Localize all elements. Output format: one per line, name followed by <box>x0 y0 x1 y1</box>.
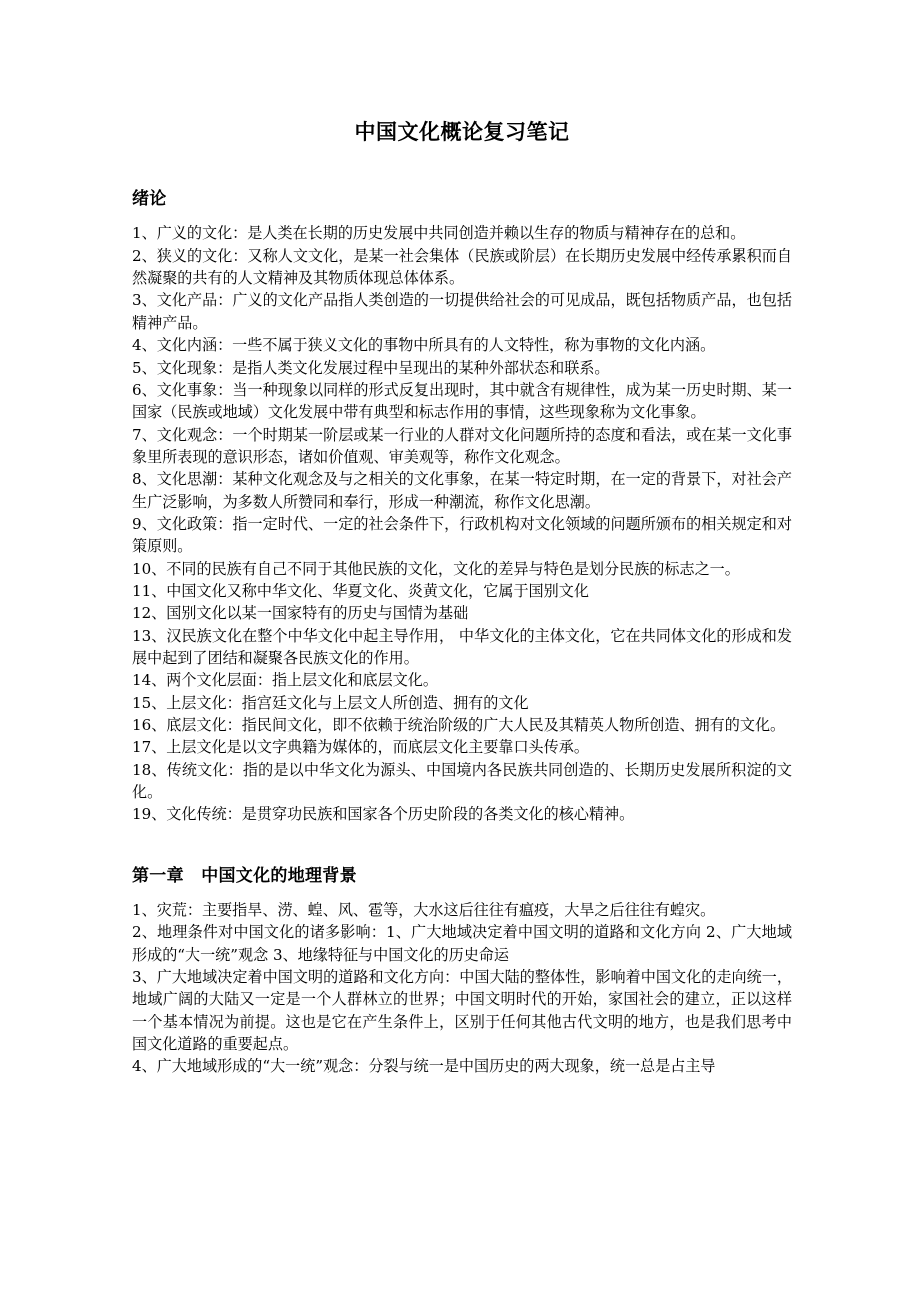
paragraph-item: 1、灾荒：主要指旱、涝、蝗、风、雹等，大水这后往往有瘟疫，大旱之后往往有蝗灾。 <box>132 900 716 919</box>
paragraph-item: 7、文化观念：一个时期某一阶层或某一行业的人群对文化问题所持的态度和看法，或在某一文化事象里所表现的意识形态，诸如价值观、审美观等，称作文化观念。 <box>132 425 792 466</box>
paragraph-item: 2、地理条件对中国文化的诸多影响：1、广大地域决定着中国文明的道路和文化方向 2、广大地域形成的“大一统”观念 3、地缘特征与中国文化的历史命运 <box>132 923 792 964</box>
paragraph-item: 17、上层文化是以文字典籍为媒体的，而底层文化主要靠口头传承。 <box>132 738 589 757</box>
paragraph-item: 4、广大地域形成的“大一统”观念：分裂与统一是中国历史的两大现象，统一总是占主导 <box>132 1057 716 1076</box>
page-content <box>132 0 792 1078</box>
paragraph-item: 4、文化内涵：一些不属于狭义文化的事物中所具有的人文特性，称为事物的文化内涵。 <box>132 336 716 355</box>
paragraph-item: 1、广义的文化：是人类在长期的历史发展中共同创造并赖以生存的物质与精神存在的总和。 <box>132 224 746 243</box>
paragraph-item: 2、狭义的文化：又称人文文化，是某一社会集体（民族或阶层）在长期历史发展中经传承累积而自然凝聚的共有的人文精神及其物质体现总体体系。 <box>132 246 792 288</box>
paragraph-item: 10、不同的民族有自己不同于其他民族的文化，文化的差异与特色是划分民族的标志之一。 <box>132 559 740 578</box>
paragraph-item: 14、两个文化层面：指上层文化和底层文化。 <box>132 671 438 690</box>
paragraph-item: 3、文化产品：广义的文化产品指人类创造的一切提供给社会的可见成品，既包括物质产品，也包括精神产品。 <box>132 291 792 332</box>
paragraph-item: 12、国别文化以某一国家特有的历史与国情为基础 <box>132 604 469 623</box>
paragraph-item: 16、底层文化：指民间文化，即不依赖于统治阶级的广大人民及其精英人物所创造、拥有的文化。 <box>132 716 786 734</box>
paragraph-item: 3、广大地域决定着中国文明的道路和文化方向：中国大陆的整体性，影响着中国文化的走向统一，地域广阔的大陆又一定是一个人群林立的世界；中国文明时代的开始，家国社会的建立，正以这样一个基本情况为前提。这也是它在产生条件上，区别于任何其他古代文明的地方，也是我们思考中国文化道路的重要起点。 <box>132 968 792 1054</box>
page-title: 中国文化概论复习笔记 <box>354 120 570 144</box>
section-heading-introduction: 绪论 <box>132 189 167 210</box>
paragraph-item: 5、文化现象：是指人类文化发展过程中呈现出的某种外部状态和联系。 <box>132 358 610 377</box>
paragraph-item: 9、文化政策：指一定时代、一定的社会条件下，行政机构对文化领域的问题所颁布的相关规定和对策原则。 <box>132 514 792 556</box>
paragraph-item: 6、文化事象：当一种现象以同样的形式反复出现时，其中就含有规律性，成为某一历史时期、某一国家（民族或地域）文化发展中带有典型和标志作用的事情，这些现象称为文化事象。 <box>132 380 792 422</box>
paragraph-item: 8、文化思潮：某种文化观念及与之相关的文化事象，在某一特定时期，在一定的背景下，对社会产生广泛影响，为多数人所赞同和奉行，形成一种潮流，称作文化思潮。 <box>132 470 792 511</box>
section-body-introduction <box>132 222 792 825</box>
section-heading-chapter-one: 第一章 中国文化的地理背景 <box>132 865 357 886</box>
paragraph-item: 11、中国文化又称中华文化、华夏文化、炎黄文化，它属于国别文化 <box>132 581 589 600</box>
paragraph-item: 15、上层文化：指宫廷文化与上层文人所创造、拥有的文化 <box>132 693 529 712</box>
paragraph-item: 13、汉民族文化在整个中华文化中起主导作用， 中华文化的主体文化，它在共同体文化的形成和发展中起到了团结和凝聚各民族文化的作用。 <box>132 626 792 667</box>
paragraph-item: 19、文化传统：是贯穿功民族和国家各个历史阶段的各类文化的核心精神。 <box>132 805 635 824</box>
paragraph-item: 18、传统文化：指的是以中华文化为源头、中国境内各民族共同创造的、长期历史发展所积淀的文化。 <box>132 760 792 802</box>
section-body-chapter-one <box>132 899 792 1078</box>
